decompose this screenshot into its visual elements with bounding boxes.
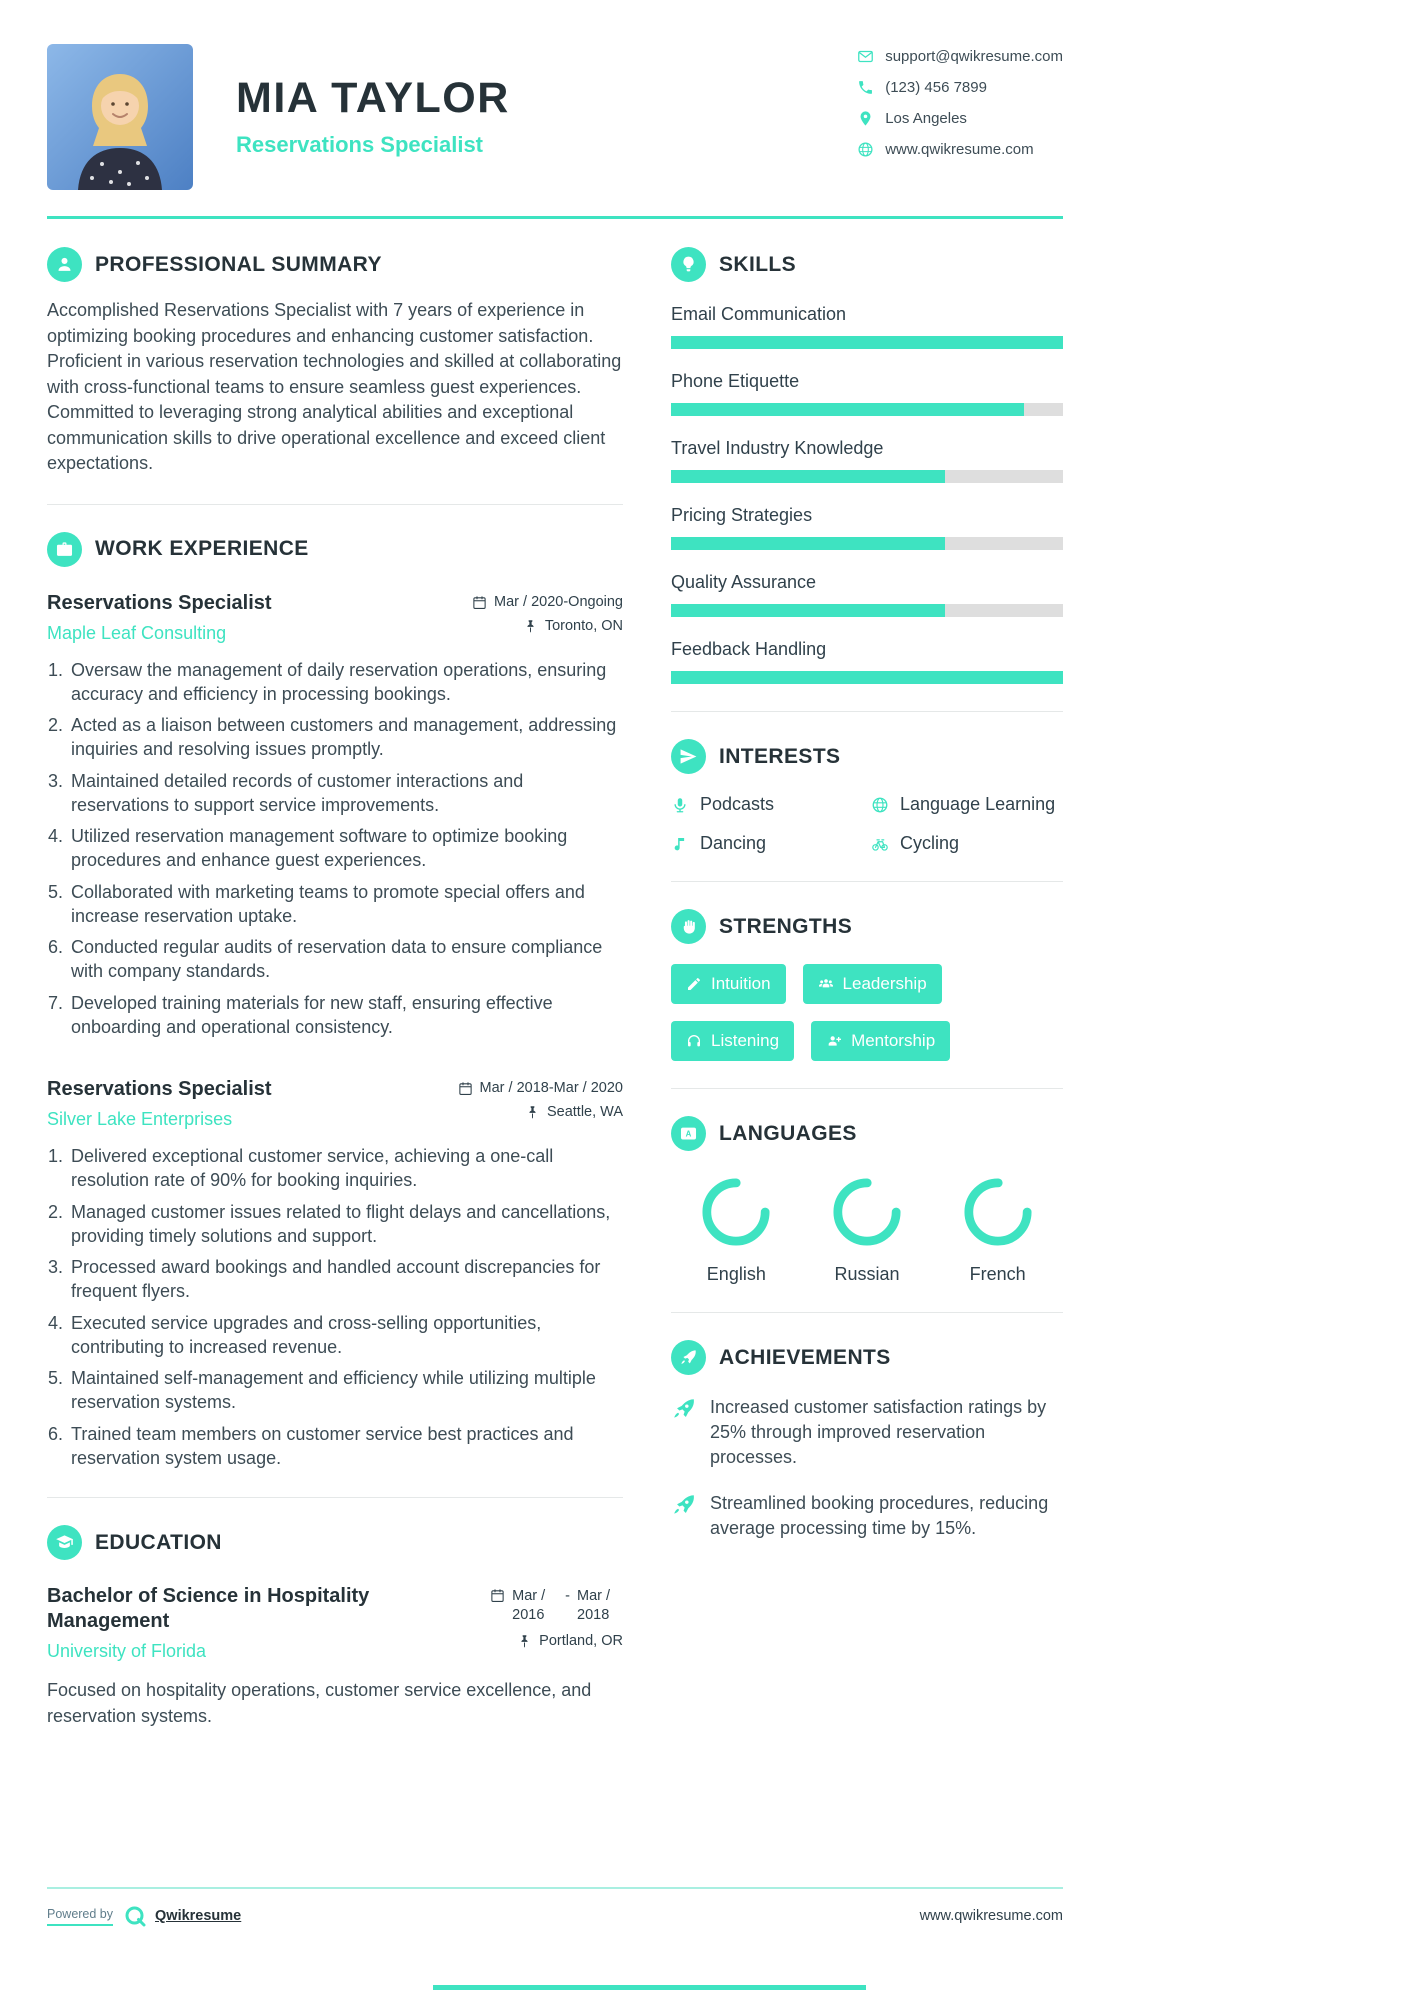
section-heading-row <box>671 739 1063 774</box>
section-strengths <box>671 909 1063 1061</box>
person-icon <box>55 255 74 274</box>
section-icon-badge <box>671 1116 706 1151</box>
section-divider <box>671 881 1063 882</box>
section-professional-summary <box>47 247 623 477</box>
candidate-name: MIA TAYLOR <box>236 74 510 122</box>
contact-text: support@qwikresume.com <box>885 48 1063 65</box>
strength-label: Intuition <box>711 974 771 993</box>
language-item <box>701 1177 771 1285</box>
rocket-icon <box>671 1396 697 1422</box>
interest-item <box>671 833 863 854</box>
job-bullet: 3. Maintained detailed records of customer interactions and reservations to support service improvements. <box>68 770 623 818</box>
language-name: French <box>969 1264 1026 1284</box>
job-bullet: 6. Conducted regular audits of reservation data to ensure compliance with company standards. <box>68 936 623 984</box>
header <box>47 44 1063 190</box>
job-bullet: 3. Processed award bookings and handled account discrepancies for frequent flyers. <box>68 1256 623 1304</box>
contact-text: Los Angeles <box>885 110 967 127</box>
job-entry <box>47 1077 623 1470</box>
right-column <box>671 247 1063 1747</box>
language-list <box>671 1177 1063 1285</box>
section-heading-row <box>671 1116 1063 1151</box>
achievement-text: Increased customer satisfaction ratings by 25% through improved reservation processes. <box>710 1397 1047 1468</box>
profile-photo-illustration <box>47 44 193 190</box>
paper-plane-icon <box>679 747 698 766</box>
section-heading-row <box>47 1525 623 1560</box>
section-icon-badge <box>671 909 706 944</box>
interest-label: Dancing <box>700 833 767 853</box>
contact-text: (123) 456 7899 <box>885 79 987 96</box>
job-bullet: 6. Trained team members on customer service best practices and reservation system usage. <box>68 1423 623 1471</box>
pin-icon <box>523 619 538 634</box>
strength-list <box>671 964 1063 1061</box>
footer-divider <box>47 1887 1063 1889</box>
job-title: Reservations Specialist <box>47 591 272 614</box>
interest-item <box>871 794 1063 815</box>
education-location <box>517 1633 623 1649</box>
job-location-text: Toronto, ON <box>544 617 623 634</box>
section-icon-badge <box>47 247 82 282</box>
strength-pill <box>803 964 942 1004</box>
job-bullet: 5. Maintained self-management and efficiency while utilizing multiple reservation systems. <box>68 1367 623 1415</box>
job-bullets <box>47 1145 623 1470</box>
interest-label: Cycling <box>900 833 960 853</box>
skill-item <box>671 572 1063 617</box>
skill-bar-fill <box>671 470 945 483</box>
section-divider <box>47 1497 623 1498</box>
company-name: Maple Leaf Consulting <box>47 622 227 643</box>
calendar-icon <box>490 1588 505 1603</box>
section-heading-row <box>671 909 1063 944</box>
calendar-icon <box>472 595 487 610</box>
education-meta <box>490 1584 623 1649</box>
header-divider <box>47 216 1063 219</box>
job-date <box>458 1080 623 1096</box>
section-divider <box>671 1312 1063 1313</box>
job-bullet: 2. Acted as a liaison between customers and management, addressing inquiries and resolving issues promptly. <box>68 714 623 762</box>
bicycle-icon <box>871 835 889 853</box>
education-entry <box>47 1584 623 1729</box>
education-date-start: Mar / 2016 <box>512 1588 546 1624</box>
strength-pill <box>671 964 786 1004</box>
pin-icon <box>517 1634 532 1649</box>
section-icon-badge <box>47 532 82 567</box>
company-name: Silver Lake Enterprises <box>47 1109 233 1130</box>
date-range-dash: - <box>565 1588 570 1605</box>
section-icon-badge <box>671 739 706 774</box>
skill-list <box>671 304 1063 684</box>
skill-bar <box>671 470 1063 483</box>
contact-block <box>857 44 1063 158</box>
contact-item <box>857 79 1063 96</box>
skill-bar <box>671 671 1063 684</box>
section-skills <box>671 247 1063 684</box>
section-heading-row <box>47 247 623 282</box>
skill-name: Pricing Strategies <box>671 505 813 525</box>
skill-item <box>671 304 1063 349</box>
skill-name: Phone Etiquette <box>671 371 800 391</box>
job-meta <box>472 591 623 634</box>
skill-bar-fill <box>671 604 945 617</box>
contact-text: www.qwikresume.com <box>885 141 1034 158</box>
skill-item <box>671 371 1063 416</box>
skill-bar-fill <box>671 537 945 550</box>
section-heading-row <box>671 1340 1063 1375</box>
strength-pill <box>811 1021 950 1061</box>
interest-label: Language Learning <box>900 794 1056 814</box>
skill-bar-fill <box>671 403 1024 416</box>
section-title: STRENGTHS <box>719 914 853 938</box>
section-title: PROFESSIONAL SUMMARY <box>95 252 382 276</box>
location-icon <box>857 110 874 127</box>
language-item <box>832 1177 902 1285</box>
job-bullet: 1. Oversaw the management of daily reservation operations, ensuring accuracy and efficiency in processing bookings. <box>68 659 623 707</box>
education-dates <box>490 1587 623 1625</box>
section-languages <box>671 1116 1063 1285</box>
education-date-end: Mar / 2018 <box>577 1588 611 1624</box>
strength-label: Listening <box>711 1031 780 1050</box>
globe-icon <box>857 141 874 158</box>
strength-pill <box>671 1021 794 1061</box>
job-date-text: Mar / 2018-Mar / 2020 <box>479 1080 623 1097</box>
content-columns <box>47 247 1063 1747</box>
section-title: LANGUAGES <box>719 1121 857 1145</box>
section-divider <box>671 1088 1063 1089</box>
skill-bar <box>671 537 1063 550</box>
footer-row <box>47 1904 1063 1928</box>
contact-item <box>857 110 1063 127</box>
microphone-icon <box>671 796 689 814</box>
job-location-text: Seattle, WA <box>546 1104 623 1121</box>
job-bullet: 2. Managed customer issues related to flight delays and cancellations, providing timely solutions and support. <box>68 1201 623 1249</box>
section-title: EDUCATION <box>95 1530 222 1554</box>
section-title: WORK EXPERIENCE <box>95 537 309 561</box>
summary-text: Accomplished Reservations Specialist with 7 years of experience in optimizing booking procedures and enhancing customer satisfaction. Proficient in various reservation technologies and skilled at collaborating with cross-functional teams to ensure seamless guest experiences. Committed to leveraging strong analytical abilities and exceptional communication skills to drive operational excellence and exceed client expectations. <box>47 300 622 474</box>
language-icon <box>679 1124 698 1143</box>
job-date <box>472 594 623 610</box>
strength-icon <box>679 917 698 936</box>
language-name: Russian <box>834 1264 900 1284</box>
skill-bar-fill <box>671 336 1063 349</box>
briefcase-icon <box>55 540 74 559</box>
language-ring <box>963 1177 1033 1247</box>
left-column <box>47 247 623 1747</box>
mentor-icon <box>826 1033 842 1049</box>
section-title: SKILLS <box>719 252 797 276</box>
team-icon <box>818 976 834 992</box>
skill-bar <box>671 604 1063 617</box>
section-icon-badge <box>47 1525 82 1560</box>
powered-by-label: Powered by <box>47 1907 113 1926</box>
degree-name: Bachelor of Science in Hospitality Management <box>47 1585 370 1633</box>
qwikresume-link[interactable]: Qwikresume <box>155 1908 242 1924</box>
pin-icon <box>525 1105 540 1120</box>
rocket-icon <box>679 1348 698 1367</box>
skill-item <box>671 505 1063 550</box>
section-title: ACHIEVEMENTS <box>719 1345 891 1369</box>
education-location-text: Portland, OR <box>539 1633 623 1650</box>
bottom-accent-bar <box>433 1985 866 1990</box>
interest-item <box>671 794 863 815</box>
skill-name: Quality Assurance <box>671 572 817 592</box>
job-list <box>47 591 623 1471</box>
job-meta <box>458 1077 623 1120</box>
pencil-icon <box>686 976 702 992</box>
identity-block <box>236 44 510 158</box>
job-entry <box>47 591 623 1040</box>
qwikresume-logo <box>123 1904 147 1928</box>
skill-item <box>671 639 1063 684</box>
svg-text:A: A <box>685 1129 692 1139</box>
job-bullet: 4. Utilized reservation management software to optimize booking procedures and enhance guest experiences. <box>68 825 623 873</box>
section-education <box>47 1525 623 1729</box>
language-ring <box>832 1177 902 1247</box>
achievement-text: Streamlined booking procedures, reducing average processing time by 15%. <box>710 1492 1049 1538</box>
achievement-item <box>671 1491 1063 1541</box>
footer <box>47 1887 1063 1990</box>
rocket-icon <box>671 1492 697 1518</box>
section-heading-row <box>671 247 1063 282</box>
contact-item <box>857 141 1063 158</box>
job-date-text: Mar / 2020-Ongoing <box>494 593 623 610</box>
section-work-experience <box>47 532 623 1471</box>
skill-bar-fill <box>671 671 1063 684</box>
achievement-list <box>671 1395 1063 1541</box>
candidate-title: Reservations Specialist <box>236 132 484 157</box>
strength-label: Leadership <box>842 974 927 993</box>
skill-name: Email Communication <box>671 304 847 324</box>
section-divider <box>47 504 623 505</box>
job-location <box>523 618 623 634</box>
music-note-icon <box>671 835 689 853</box>
school-name: University of Florida <box>47 1641 207 1662</box>
headphones-icon <box>686 1033 702 1049</box>
job-bullets <box>47 659 623 1040</box>
footer-website: www.qwikresume.com <box>919 1908 1063 1924</box>
globe-icon <box>871 796 889 814</box>
contact-item <box>857 48 1063 65</box>
section-achievements <box>671 1340 1063 1541</box>
language-item <box>963 1177 1033 1285</box>
job-bullet: 4. Executed service upgrades and cross-selling opportunities, contributing to increased revenue. <box>68 1312 623 1360</box>
calendar-icon <box>458 1081 473 1096</box>
achievement-item <box>671 1395 1063 1471</box>
section-title: INTERESTS <box>719 744 841 768</box>
profile-photo <box>47 44 193 190</box>
section-divider <box>671 711 1063 712</box>
job-location <box>525 1104 623 1120</box>
interest-item <box>871 833 1063 854</box>
job-bullet: 7. Developed training materials for new staff, ensuring effective onboarding and operational consistency. <box>68 992 623 1040</box>
language-ring <box>701 1177 771 1247</box>
section-icon-badge <box>671 1340 706 1375</box>
section-icon-badge <box>671 247 706 282</box>
graduation-cap-icon <box>55 1533 74 1552</box>
strength-label: Mentorship <box>851 1031 936 1050</box>
job-bullet: 1. Delivered exceptional customer service, achieving a one-call resolution rate of 90% for booking inquiries. <box>68 1145 623 1193</box>
language-name: English <box>706 1264 766 1284</box>
job-title: Reservations Specialist <box>47 1078 272 1101</box>
email-icon <box>857 48 874 65</box>
section-heading-row <box>47 532 623 567</box>
job-bullet: 5. Collaborated with marketing teams to promote special offers and increase reservation uptake. <box>68 881 623 929</box>
skill-name: Travel Industry Knowledge <box>671 438 884 458</box>
phone-icon <box>857 79 874 96</box>
section-interests <box>671 739 1063 854</box>
interest-label: Podcasts <box>700 794 775 814</box>
skill-name: Feedback Handling <box>671 639 827 659</box>
skill-bar <box>671 403 1063 416</box>
interest-list <box>671 794 1063 854</box>
skill-bar <box>671 336 1063 349</box>
education-description: Focused on hospitality operations, customer service excellence, and reservation systems. <box>47 1680 592 1726</box>
skill-item <box>671 438 1063 483</box>
lightbulb-icon <box>679 255 698 274</box>
